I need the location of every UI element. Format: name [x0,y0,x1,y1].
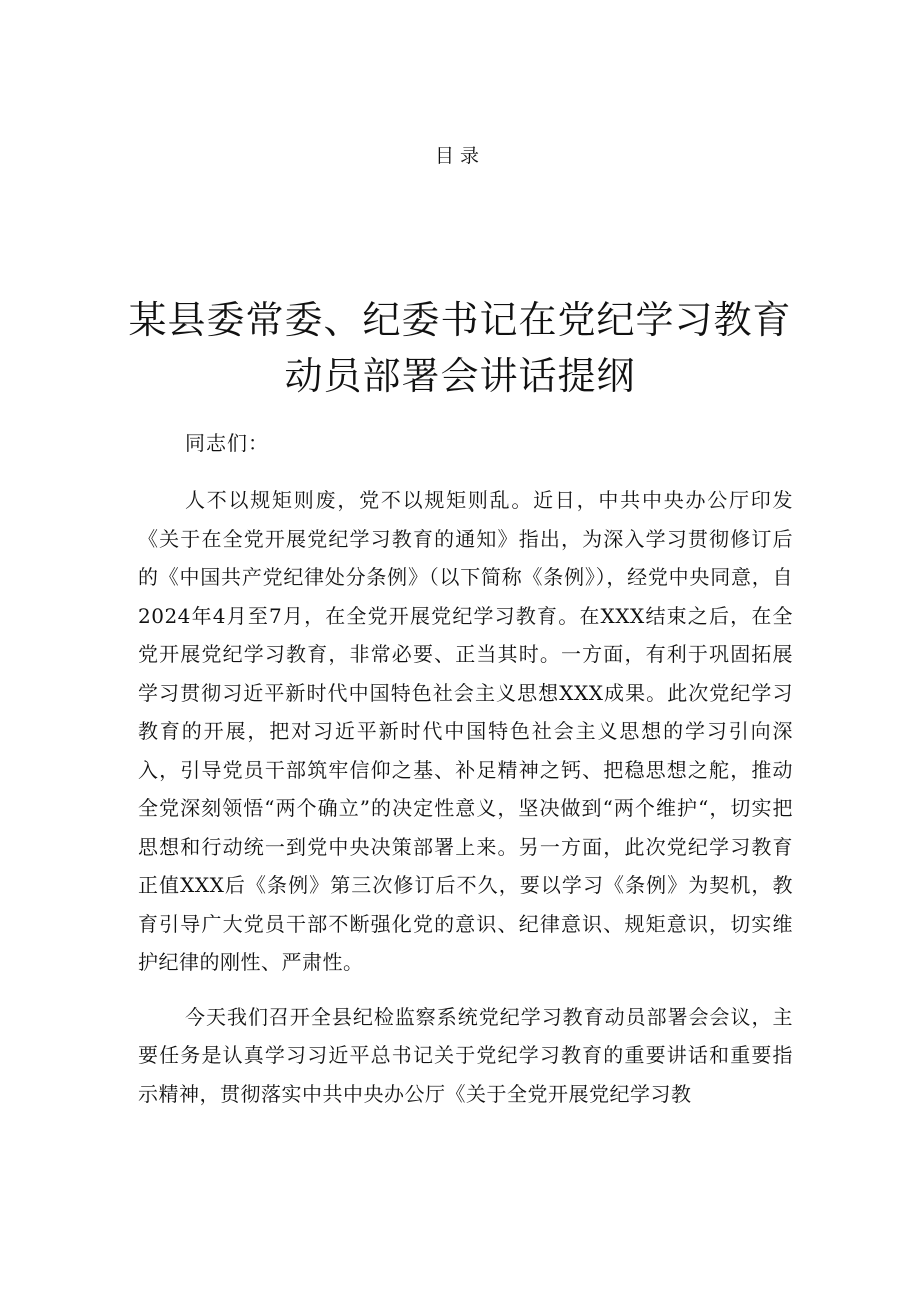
salutation: 同志们： [185,431,269,455]
body-paragraph-2: 今天我们召开全县纪检监察系统党纪学习教育动员部署会会议，主要任务是认真学习习近平总书记关于党纪学习教育的重要讲话和重要指示精神，贯彻落实中共中央办公厅《关于全党开展党纪学习教 [138,1004,793,1106]
document-body [138,425,793,1129]
document-title: 某县委常委、纪委书记在党纪学习教育动员部署会讲话提纲 [128,298,792,398]
toc-heading: 目录 [434,145,485,167]
body-paragraph-1: 人不以规矩则废，党不以规矩则乱。近日，中共中央办公厅印发《关于在全党开展党纪学习教育的通知》指出，为深入学习贯彻修订后的《中国共产党纪律处分条例》（以下简称《条例》），经党中央同意，自2024年4月至7月，在全党开展党纪学习教育。在XXX结束之后，在全党开展党纪学习教育，非常必要、正当其时。一方面，有利于巩固拓展学习贯彻习近平新时代中国特色社会主义思想XXX成果。此次党纪学习教育的开展，把对习近平新时代中国特色社会主义思想的学习引向深入，引导党员干部筑牢信仰之基、补足精神之钙、把稳思想之舵，推动全党深刻领悟“两个确立”的决定性意义，坚决做到“两个维护“，切实把思想和行动统一到党中央决策部署上来。另一方面，此次党纪学习教育正值XXX后《条例》第三次修订后不久，要以学习《条例》为契机，教育引导广大党员干部不断强化党的意识、纪律意识、规矩意识，切实维护纪律的刚性、严肃性。 [138,488,793,974]
